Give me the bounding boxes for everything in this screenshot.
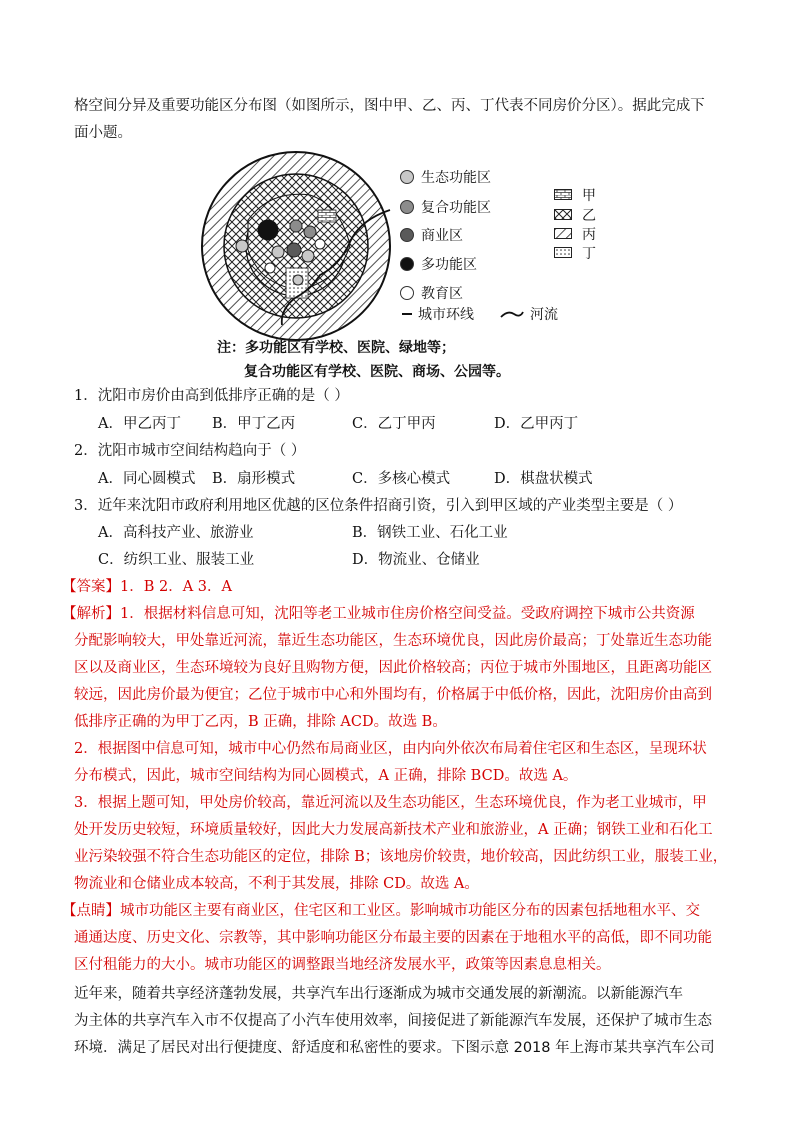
legend-label: 教育区	[421, 286, 463, 302]
question-1-option-a: A．甲乙丙丁	[98, 416, 181, 432]
analysis-line-4: 较远，因此房价最为便宜；乙位于城市中心和外围均有，价格属于中低价格，因此，沈阳房价由高到	[74, 687, 712, 703]
zone-jia-area	[318, 210, 336, 222]
ecological-dot-icon	[400, 170, 414, 184]
legend-label: 商业区	[421, 228, 463, 244]
zone-bing-swatch-icon	[554, 228, 572, 239]
zone-label-yi: 乙	[582, 208, 596, 224]
education-dot-icon	[400, 286, 414, 300]
legend-ecological	[400, 167, 491, 187]
question-1-option-d: D．乙甲丙丁	[494, 416, 579, 432]
zone-label-ding: 丁	[582, 246, 596, 262]
intro-line-1: 格空间分异及重要功能区分布图（如图所示，图中甲、乙、丙、丁代表不同房价分区）。据此完成下	[74, 98, 705, 114]
legend-label: 复合功能区	[421, 200, 491, 216]
question-2-option-b: B．扇形模式	[212, 471, 296, 487]
question-3-stem: 3．近年来沈阳市政府利用地区优越的区位条件招商引资，引入到甲区域的产业类型主要是（ ）	[74, 498, 683, 514]
question-2-option-d: D．棋盘状模式	[494, 471, 593, 487]
analysis-line-1: 【解析】1．根据材料信息可知，沈阳等老工业城市住房价格空间受益。受政府调控下城市公共资源	[62, 606, 695, 622]
question-2-stem: 2．沈阳市城市空间结构趋向于（ ）	[74, 443, 306, 459]
legend-multifunction	[400, 254, 477, 274]
zone-label-jia: 甲	[582, 188, 596, 204]
analysis-line-7: 分布模式，因此，城市空间结构为同心圆模式，A 正确，排除 BCD。故选 A。	[74, 768, 578, 784]
zone-ding-swatch-icon	[554, 247, 572, 258]
figure-note-1: 注：多功能区有学校、医院、绿地等；	[217, 340, 455, 356]
question-1-option-b: B．甲丁乙丙	[212, 416, 296, 432]
legend-label: 多功能区	[421, 257, 477, 273]
legend-composite	[400, 197, 491, 217]
city-ring-line-icon	[402, 313, 412, 315]
question-2-option-a: A．同心圆模式	[98, 471, 196, 487]
passage-line-2: 为主体的共享汽车入市不仅提高了小汽车使用效率，间接促进了新能源汽车发展，还保护了城市生态	[74, 1013, 712, 1029]
analysis-line-2: 分配影响较大，甲处靠近河流，靠近生态功能区，生态环境优良，因此房价最高；丁处靠近生态功能	[74, 633, 712, 649]
multifunction-dot-icon	[400, 257, 414, 271]
legend-label: 生态功能区	[421, 170, 491, 186]
question-3-option-a: A．高科技产业、旅游业	[98, 525, 254, 541]
analysis-line-3: 区以及商业区，生态环境较为良好且购物方便，因此价格较高；丙位于城市外围地区，且距离功能区	[74, 660, 712, 676]
zone-jia-swatch-icon	[554, 189, 572, 200]
passage-line-3: 环境．满足了居民对出行便捷度、舒适度和私密性的要求。下图示意 2018 年上海市某共享汽车公司	[74, 1040, 715, 1056]
zone-label-bing: 丙	[582, 227, 596, 243]
figure-note-2: 复合功能区有学校、医院、商场、公园等。	[244, 364, 510, 380]
analysis-line-5: 低排序正确的为甲丁乙丙，B 正确，排除 ACD。故选 B。	[74, 714, 447, 730]
legend-commercial	[400, 225, 463, 245]
legend-river	[500, 304, 558, 324]
legend-city-ring	[402, 304, 474, 324]
question-2-option-c: C．多核心模式	[352, 471, 451, 487]
analysis-line-6: 2．根据图中信息可知，城市中心仍然布局商业区，由内向外依次布局着住宅区和生态区，呈现环状	[74, 741, 707, 757]
zone-yi-swatch-icon	[554, 209, 572, 220]
answer-line: 【答案】1．B 2．A 3．A	[62, 579, 232, 595]
analysis-line-8: 3．根据上题可知，甲处房价较高，靠近河流以及生态功能区，生态环境优良，作为老工业城市，甲	[74, 795, 707, 811]
question-3-option-b: B．钢铁工业、石化工业	[352, 525, 508, 541]
legend-education	[400, 283, 463, 303]
analysis-line-13: 通通达度、历史文化、宗教等，其中影响功能区分布最主要的因素在于地租水平的高低，即不同功能	[74, 930, 712, 946]
commercial-dot-icon	[400, 228, 414, 242]
legend-label: 城市环线	[418, 307, 474, 323]
passage-line-1: 近年来，随着共享经济蓬勃发展，共享汽车出行逐渐成为城市交通发展的新潮流。以新能源汽车	[74, 986, 683, 1002]
question-3-option-c: C．纺织工业、服装工业	[98, 552, 255, 568]
intro-line-2: 面小题。	[74, 125, 132, 141]
question-3-option-d: D．物流业、仓储业	[352, 552, 480, 568]
analysis-line-14: 区付租能力的大小。城市功能区的调整跟当地经济发展水平，政策等因素息息相关。	[74, 957, 611, 973]
river-line-icon	[500, 309, 524, 319]
analysis-line-12: 【点睛】城市功能区主要有商业区，住宅区和工业区。影响城市功能区分布的因素包括地租水平、交	[62, 903, 700, 919]
question-1-stem: 1．沈阳市房价由高到低排序正确的是（ ）	[74, 388, 349, 404]
legend-label: 河流	[530, 307, 558, 323]
analysis-line-11: 物流业和仓储业成本较高，不利于其发展，排除 CD。故选 A。	[74, 876, 479, 892]
question-1-option-c: C．乙丁甲丙	[352, 416, 436, 432]
multi-function-dot	[258, 220, 278, 240]
composite-dot-icon	[400, 200, 414, 214]
analysis-line-9: 处开发历史较短，环境质量较好，因此大力发展高新技术产业和旅游业，A 正确；钢铁工业和石化工	[74, 822, 713, 838]
city-zone-map	[200, 150, 392, 342]
analysis-line-10: 业污染较强不符合生态功能区的定位，排除 B；该地房价较贵，地价较高，因此纺织工业，服装工业，	[74, 849, 728, 865]
